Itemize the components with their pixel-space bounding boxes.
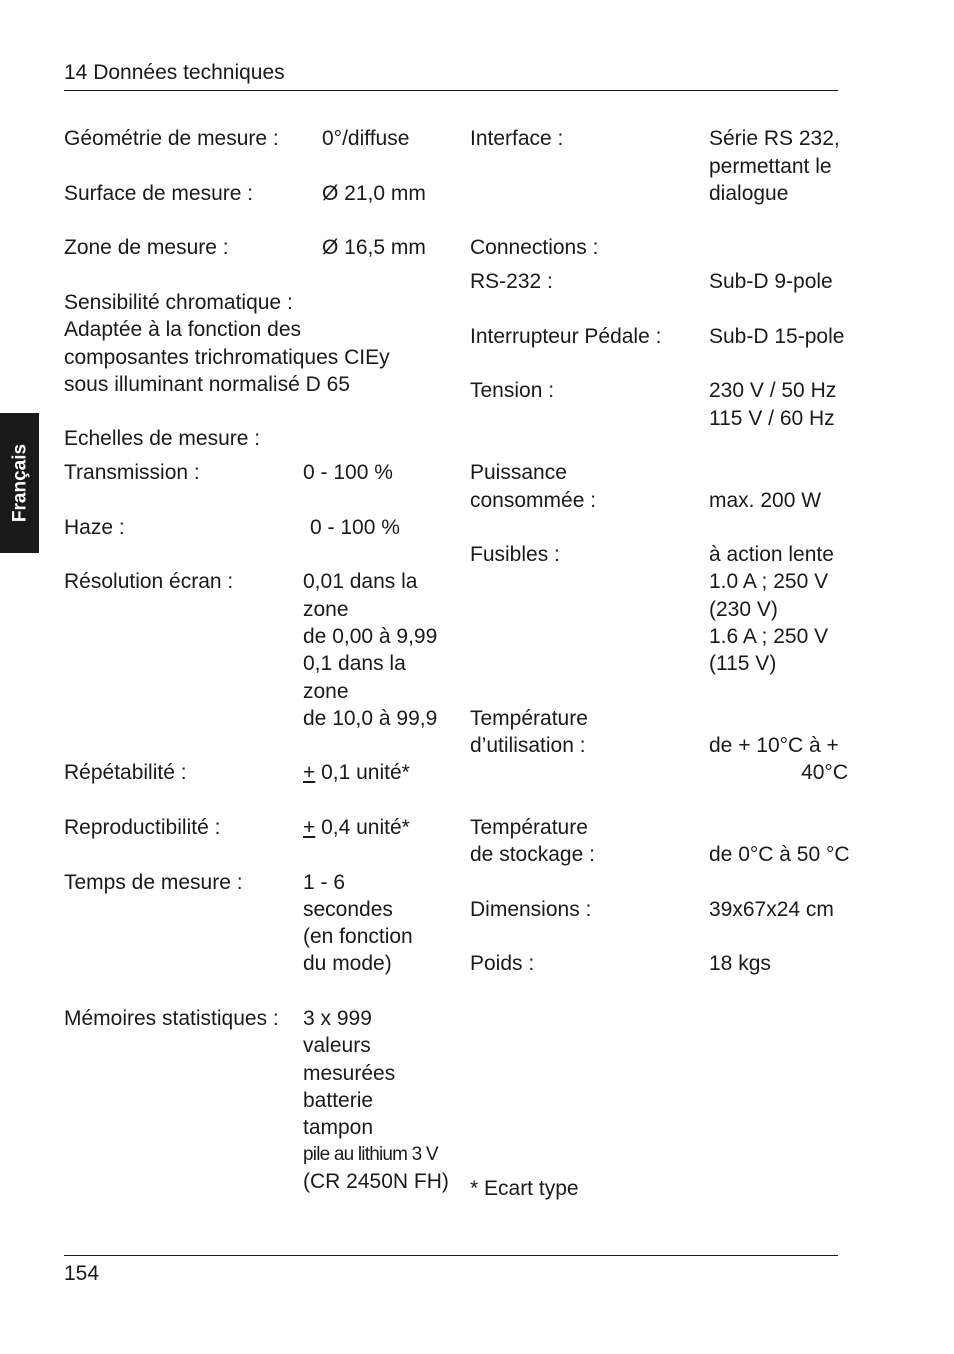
plus-minus-sign: +: [303, 761, 316, 784]
section-header: 14 Données techniques: [64, 61, 285, 84]
reproductibilite-amount: 0,4 unité*: [315, 816, 410, 839]
geometrie-label: Géométrie de mesure :: [64, 127, 279, 150]
fusibles-label: Fusibles :: [470, 543, 560, 566]
dimensions-label: Dimensions :: [470, 898, 592, 921]
zone-label: Zone de mesure :: [64, 236, 229, 259]
page-number: 154: [64, 1262, 100, 1285]
zone-value: Ø 16,5 mm: [322, 236, 426, 259]
tension-label: Tension :: [470, 379, 555, 402]
interface-line: Série RS 232,: [709, 127, 840, 150]
resolution-line: 0,1 dans la: [303, 652, 406, 675]
echelles-label: Echelles de mesure :: [64, 427, 261, 450]
repetabilite-amount: 0,1 unité*: [315, 761, 410, 784]
footnote: * Ecart type: [470, 1177, 579, 1200]
temps-line: du mode): [303, 952, 392, 975]
header-rule: [64, 90, 838, 91]
plus-minus-sign: +: [303, 816, 316, 839]
resolution-line: de 0,00 à 9,99: [303, 625, 438, 648]
resolution-line: de 10,0 à 99,9: [303, 707, 438, 730]
rs232-label: RS-232 :: [470, 270, 553, 293]
tension-line: 115 V / 60 Hz: [709, 407, 835, 430]
memoires-label: Mémoires statistiques :: [64, 1007, 279, 1030]
haze-value: 0 - 100 %: [310, 516, 400, 539]
surface-value: Ø 21,0 mm: [322, 182, 426, 205]
temp-stock-label-line: Température: [470, 816, 588, 839]
temp-stock-value: de 0°C à 50 °C: [709, 843, 850, 866]
resolution-line: zone: [303, 598, 349, 621]
memoires-battery-model: (CR 2450N FH): [303, 1170, 449, 1193]
sensibilite-line: Sensibilité chromatique :: [64, 291, 293, 314]
temp-util-label-line: d’utilisation :: [470, 734, 586, 757]
language-tab-label: Français: [9, 443, 30, 523]
resolution-line: 0,01 dans la: [303, 570, 418, 593]
dimensions-value: 39x67x24 cm: [709, 898, 834, 921]
repetabilite-label: Répétabilité :: [64, 761, 187, 784]
reproductibilite-label: Reproductibilité :: [64, 816, 221, 839]
temps-line: 1 - 6: [303, 871, 346, 894]
memoires-line: 3 x 999: [303, 1007, 372, 1030]
memoires-line: tampon: [303, 1116, 374, 1139]
fusibles-line: à action lente: [709, 543, 834, 566]
memoires-battery: pile au lithium 3 V: [303, 1144, 438, 1165]
memoires-line: mesurées: [303, 1062, 396, 1085]
transmission-label: Transmission :: [64, 461, 200, 484]
temp-util-label-line: Température: [470, 707, 588, 730]
footer-rule: [64, 1255, 838, 1256]
interface-label: Interface :: [470, 127, 564, 150]
sensibilite-line: composantes trichromatiques CIEy: [64, 346, 390, 369]
poids-label: Poids :: [470, 952, 535, 975]
temp-util-value: de + 10°C à +: [709, 734, 839, 757]
temp-util-value-end: 40°C: [801, 761, 848, 784]
interface-line: dialogue: [709, 182, 789, 205]
fusibles-line: 1.0 A ; 250 V: [709, 570, 829, 593]
memoires-line: batterie: [303, 1089, 374, 1112]
puissance-label-line: Puissance: [470, 461, 567, 484]
fusibles-line: (230 V): [709, 598, 778, 621]
interface-line: permettant le: [709, 155, 832, 178]
puissance-label-line: consommée :: [470, 489, 597, 512]
connections-label: Connections :: [470, 236, 599, 259]
resolution-line: zone: [303, 680, 349, 703]
sensibilite-line: sous illuminant normalisé D 65: [64, 373, 350, 396]
temp-stock-label-line: de stockage :: [470, 843, 595, 866]
temps-line: secondes: [303, 898, 393, 921]
resolution-label: Résolution écran :: [64, 570, 234, 593]
temps-line: (en fonction: [303, 925, 413, 948]
tension-line: 230 V / 50 Hz: [709, 379, 837, 402]
surface-label: Surface de mesure :: [64, 182, 254, 205]
pedale-label: Interrupteur Pédale :: [470, 325, 662, 348]
repetabilite-value: [303, 759, 410, 786]
pedale-value: Sub-D 15-pole: [709, 325, 845, 348]
poids-value: 18 kgs: [709, 952, 771, 975]
haze-label: Haze :: [64, 516, 125, 539]
fusibles-line: 1.6 A ; 250 V: [709, 625, 829, 648]
reproductibilite-value: [303, 814, 410, 841]
puissance-value: max. 200 W: [709, 489, 822, 512]
memoires-line: valeurs: [303, 1034, 371, 1057]
geometrie-value: 0°/diffuse: [322, 127, 410, 150]
language-tab: [0, 413, 39, 553]
transmission-value: 0 - 100 %: [303, 461, 393, 484]
rs232-value: Sub-D 9-pole: [709, 270, 833, 293]
sensibilite-line: Adaptée à la fonction des: [64, 318, 302, 341]
temps-label: Temps de mesure :: [64, 871, 243, 894]
fusibles-line: (115 V): [709, 652, 777, 675]
